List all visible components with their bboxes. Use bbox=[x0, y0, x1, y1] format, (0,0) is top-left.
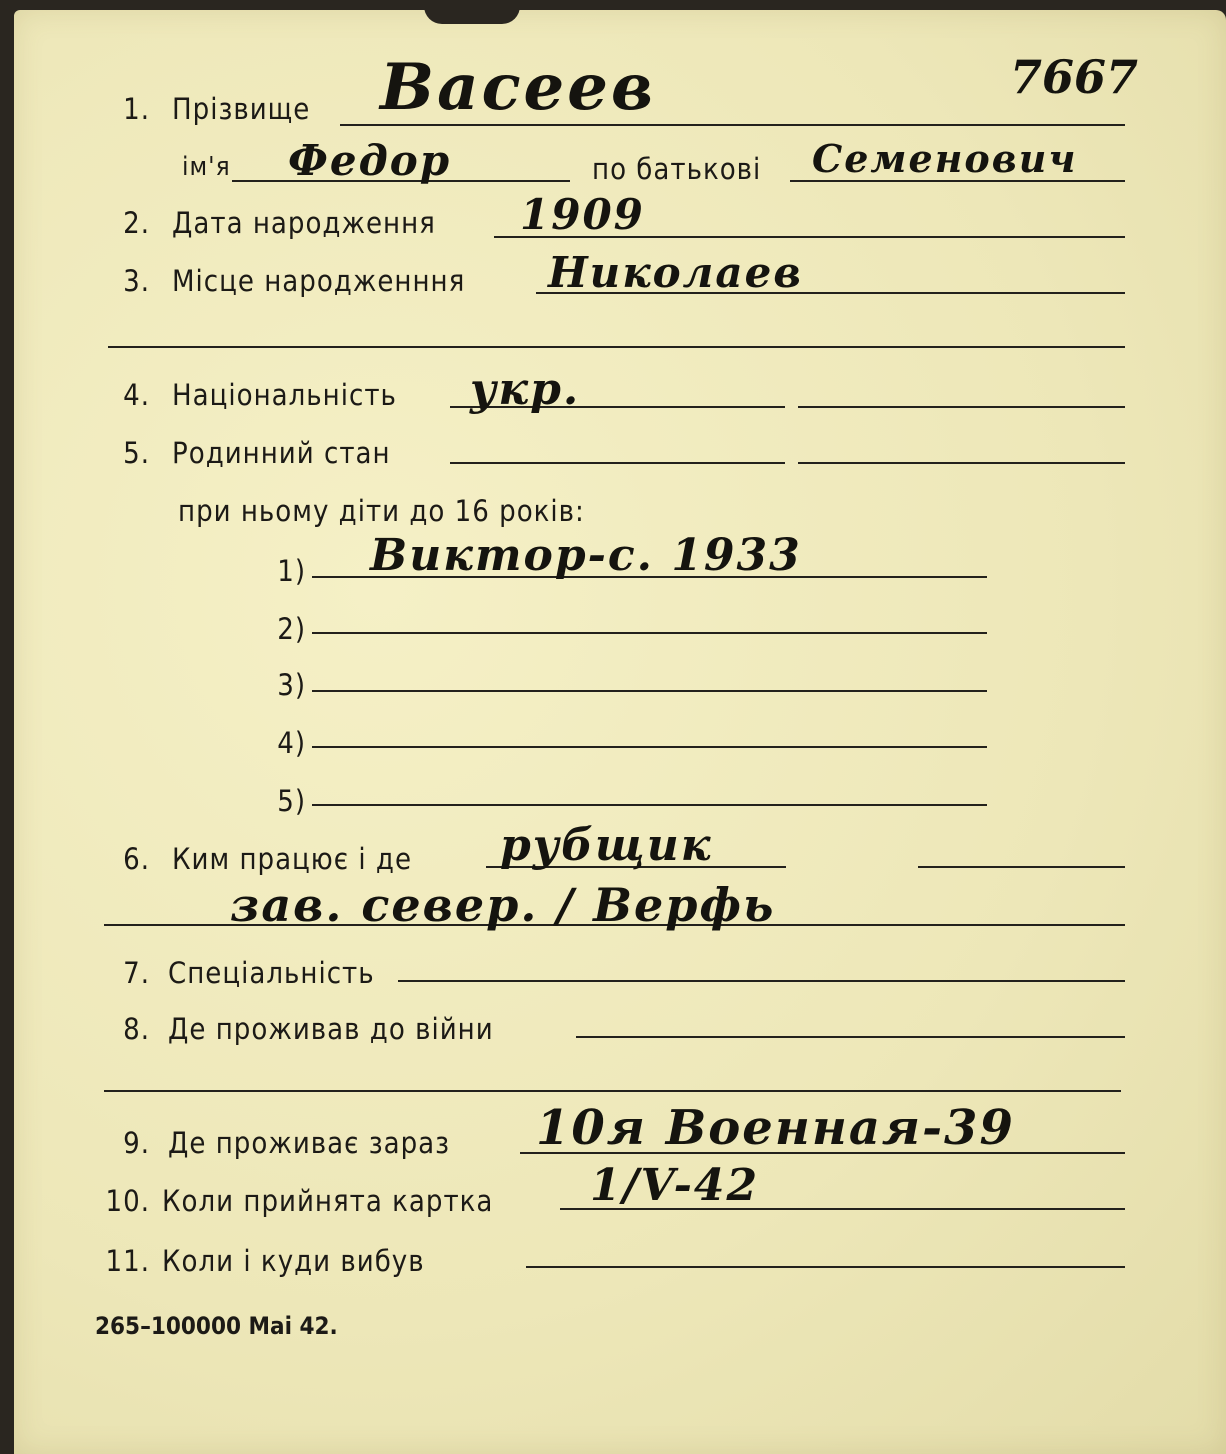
field-7-number: 7. bbox=[123, 956, 150, 990]
field-2-label: Дата народження bbox=[172, 206, 436, 240]
field-10-label: Коли прийнята картка bbox=[162, 1184, 494, 1218]
print-code: 265–100000 Mai 42. bbox=[95, 1312, 338, 1340]
field-2-number: 2. bbox=[123, 206, 150, 240]
field-4-line-2 bbox=[798, 406, 1125, 408]
field-9-value: 10я Военная-39 bbox=[536, 1100, 1015, 1156]
field-3-number: 3. bbox=[123, 264, 150, 298]
field-5-number: 5. bbox=[123, 436, 150, 470]
punch-hole bbox=[424, 6, 520, 24]
field-7-line bbox=[398, 980, 1125, 982]
field-8-line bbox=[576, 1036, 1125, 1038]
field-2-value: 1909 bbox=[520, 190, 645, 239]
field-6-number: 6. bbox=[123, 842, 150, 876]
field-6-line-2 bbox=[918, 866, 1125, 868]
field-5-line-2 bbox=[798, 462, 1125, 464]
field-8-label: Де проживав до війни bbox=[168, 1012, 494, 1046]
child-4-number: 4) bbox=[277, 726, 306, 760]
field-1-value: Васеев bbox=[380, 50, 656, 125]
children-label: при ньому діти до 16 років: bbox=[178, 494, 585, 528]
field-5-label: Родинний стан bbox=[172, 436, 391, 470]
field-6-value: рубщик bbox=[500, 820, 713, 871]
child-2-line bbox=[312, 632, 987, 634]
field-1-number: 1. bbox=[123, 92, 150, 126]
field-3-value: Николаев bbox=[548, 248, 803, 297]
child-1-value: Виктор-с. 1933 bbox=[370, 530, 802, 581]
field-9-number: 9. bbox=[123, 1126, 150, 1160]
child-3-number: 3) bbox=[277, 668, 306, 702]
patronymic-label: по батькові bbox=[592, 152, 762, 186]
field-11-line bbox=[526, 1266, 1125, 1268]
child-4-line bbox=[312, 746, 987, 748]
field-8-line-2 bbox=[104, 1090, 1121, 1092]
field-10-number: 10. bbox=[105, 1184, 150, 1218]
name-value: Федор bbox=[288, 136, 452, 185]
field-1-label: Прізвище bbox=[172, 92, 311, 126]
child-5-line bbox=[312, 804, 987, 806]
field-10-value: 1/V-42 bbox=[590, 1160, 760, 1211]
field-8-number: 8. bbox=[123, 1012, 150, 1046]
field-6-value-2: зав. север. / Верфь bbox=[230, 878, 776, 932]
field-4-number: 4. bbox=[123, 378, 150, 412]
field-4-value: укр. bbox=[470, 364, 581, 415]
field-7-label: Спеціальність bbox=[168, 956, 375, 990]
child-1-number: 1) bbox=[277, 554, 306, 588]
child-5-number: 5) bbox=[277, 784, 306, 818]
field-11-label: Коли і куди вибув bbox=[162, 1244, 425, 1278]
child-2-number: 2) bbox=[277, 612, 306, 646]
field-9-label: Де проживає зараз bbox=[168, 1126, 451, 1160]
name-label: ім'я bbox=[182, 152, 231, 182]
field-3-line-2 bbox=[108, 346, 1125, 348]
child-3-line bbox=[312, 690, 987, 692]
field-11-number: 11. bbox=[105, 1244, 150, 1278]
field-4-label: Національність bbox=[172, 378, 397, 412]
field-6-label: Ким працює і де bbox=[172, 842, 413, 876]
card-number: 7667 bbox=[1010, 50, 1139, 104]
field-3-label: Місце народженння bbox=[172, 264, 466, 298]
field-5-line bbox=[450, 462, 785, 464]
patronymic-value: Семенович bbox=[812, 136, 1078, 181]
